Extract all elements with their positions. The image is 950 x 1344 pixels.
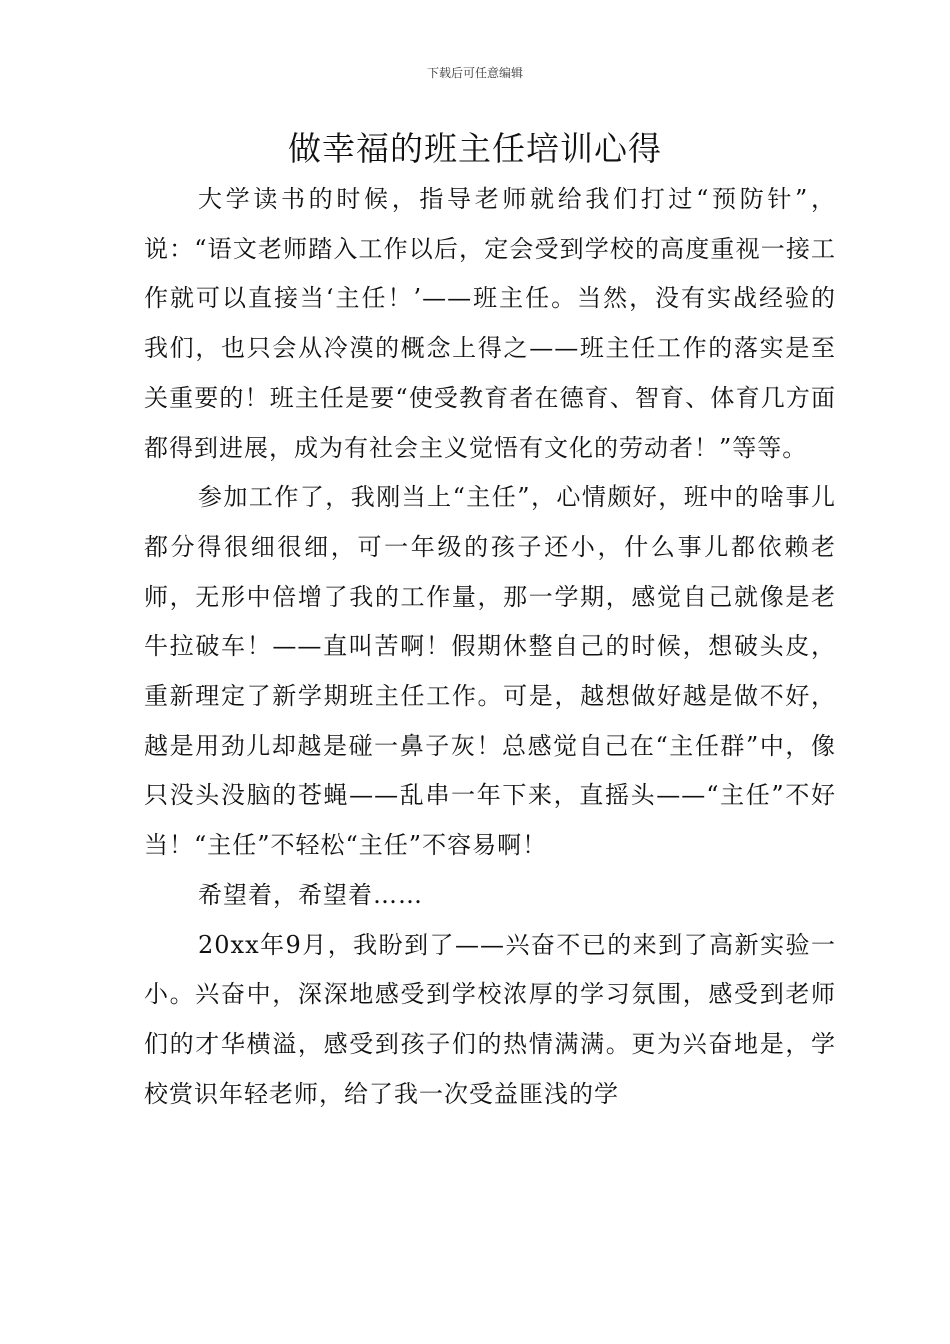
paragraph-3: 希望着，希望着……	[198, 880, 423, 909]
header-note: 下载后可任意编辑	[426, 66, 523, 80]
paragraph-4: 20xx年9月，我盼到了——兴奋不已的来到了高新实验一小。兴奋中，深深地感受到学校浓厚的学习氛围，感受到老师们的才华横溢，感受到孩子们的热情满满。更为兴奋地是，学校赏识年轻老师，给了我一次受益匪浅的学	[144, 930, 836, 1108]
document-body	[144, 175, 836, 1119]
paragraph-1: 大学读书的时候，指导老师就给我们打过“预防针”，说：“语文老师踏入工作以后，定会受到学校的高度重视一接工作就可以直接当‘主任！’——班主任。当然，没有实战经验的我们，也只会从冷漠的概念上得之——班主任工作的落实是至关重要的！班主任是要“使受教育者在德育、智育、体育几方面都得到进展，成为有社会主义觉悟有文化的劳动者！”等等。	[144, 185, 836, 462]
document-title: 做幸福的班主任培训心得	[288, 129, 662, 168]
paragraph-2: 参加工作了，我刚当上“主任”，心情颇好，班中的啥事儿都分得很细很细，可一年级的孩子还小，什么事儿都依赖老师，无形中倍增了我的工作量，那一学期，感觉自己就像是老牛拉破车！——直叫苦啊！假期休整自己的时候，想破头皮，重新理定了新学期班主任工作。可是，越想做好越是做不好，越是用劲儿却越是碰一鼻子灰！总感觉自己在“主任群”中，像只没头没脑的苍蝇——乱串一年下来，直摇头——“主任”不好当！“主任”不轻松“主任”不容易啊！	[144, 483, 836, 860]
